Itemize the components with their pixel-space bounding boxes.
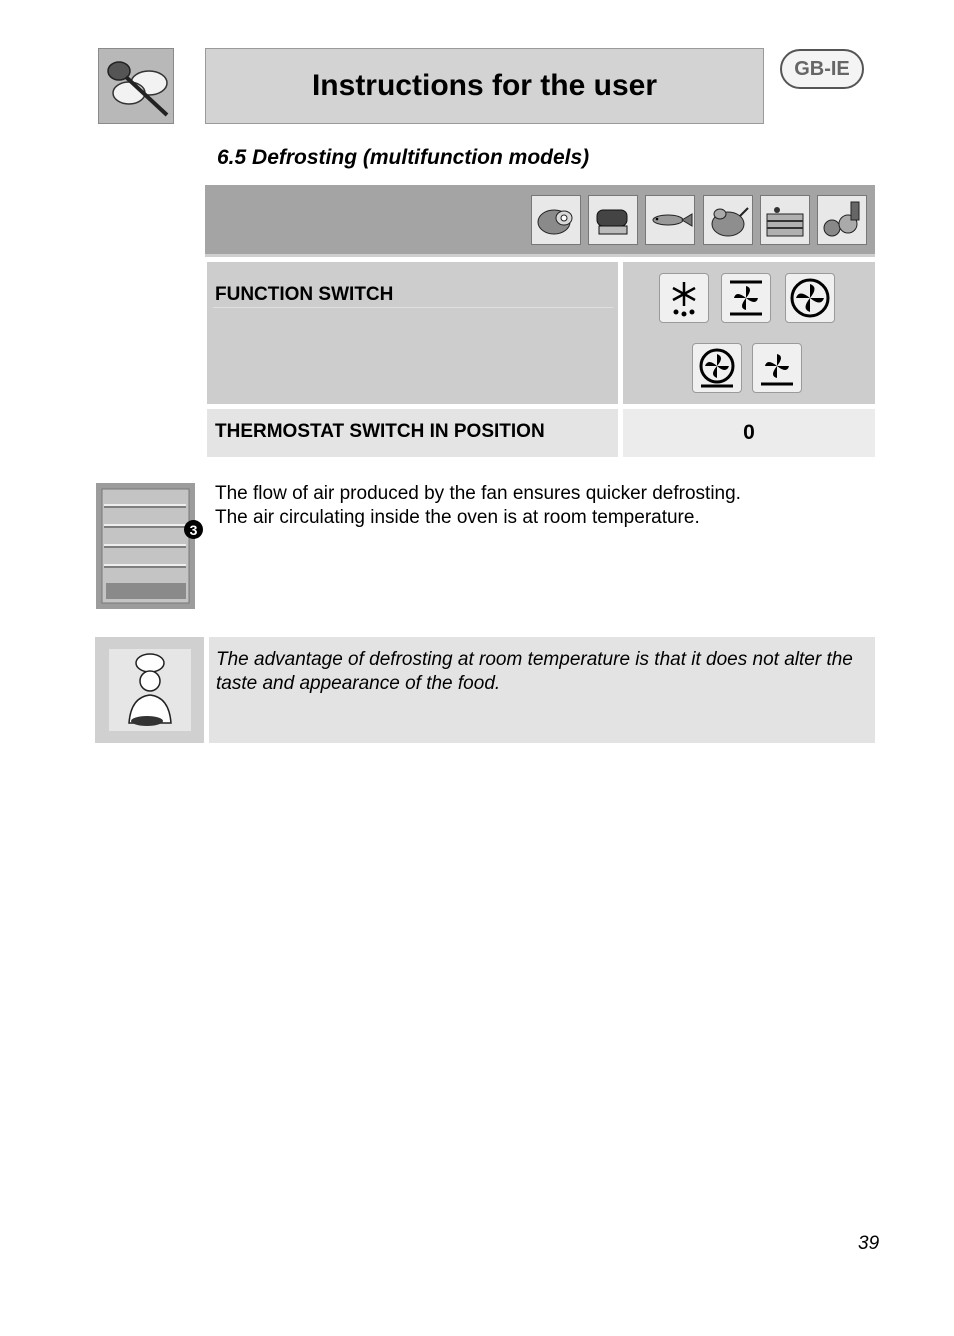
defrost-snowflake-icon — [659, 273, 709, 323]
divider — [213, 307, 613, 308]
vegetables-icon — [817, 195, 867, 245]
meat-icon — [531, 195, 581, 245]
thermostat-label: THERMOSTAT SWITCH IN POSITION — [215, 421, 545, 442]
tip-text: The advantage of defrosting at room temperature is that it does not alter the taste and appearance of the food. — [216, 649, 853, 694]
header-bar — [205, 48, 764, 124]
page-title: Instructions for the user — [311, 69, 658, 102]
page-number: 39 — [858, 1233, 880, 1254]
language-badge: GB-IE — [780, 49, 864, 89]
fan-with-bottom-heating-icon — [752, 343, 802, 393]
body-text — [215, 482, 741, 530]
poultry-icon — [703, 195, 753, 245]
oven-shelf-illustration — [96, 483, 195, 609]
chef-icon — [95, 637, 204, 743]
circular-fan-icon — [785, 273, 835, 323]
section-title: 6.5 Defrosting (multifunction models) — [217, 146, 590, 169]
fan-grill-icon — [692, 343, 742, 393]
spoon-chef-hat-icon — [99, 49, 173, 123]
bread-icon — [588, 195, 638, 245]
fan-with-top-bottom-heating-icon — [721, 273, 771, 323]
tip-icon-cell — [95, 637, 209, 743]
shelf-number-badge: 3 — [184, 520, 203, 539]
function-switch-label: FUNCTION SWITCH — [215, 284, 394, 305]
logo — [98, 48, 174, 124]
cake-icon — [760, 195, 810, 245]
thermostat-value: 0 — [623, 409, 875, 457]
body-line-1: The flow of air produced by the fan ensures quicker defrosting. — [215, 483, 741, 504]
body-line-2: The air circulating inside the oven is at room temperature. — [215, 507, 700, 528]
fish-icon — [645, 195, 695, 245]
